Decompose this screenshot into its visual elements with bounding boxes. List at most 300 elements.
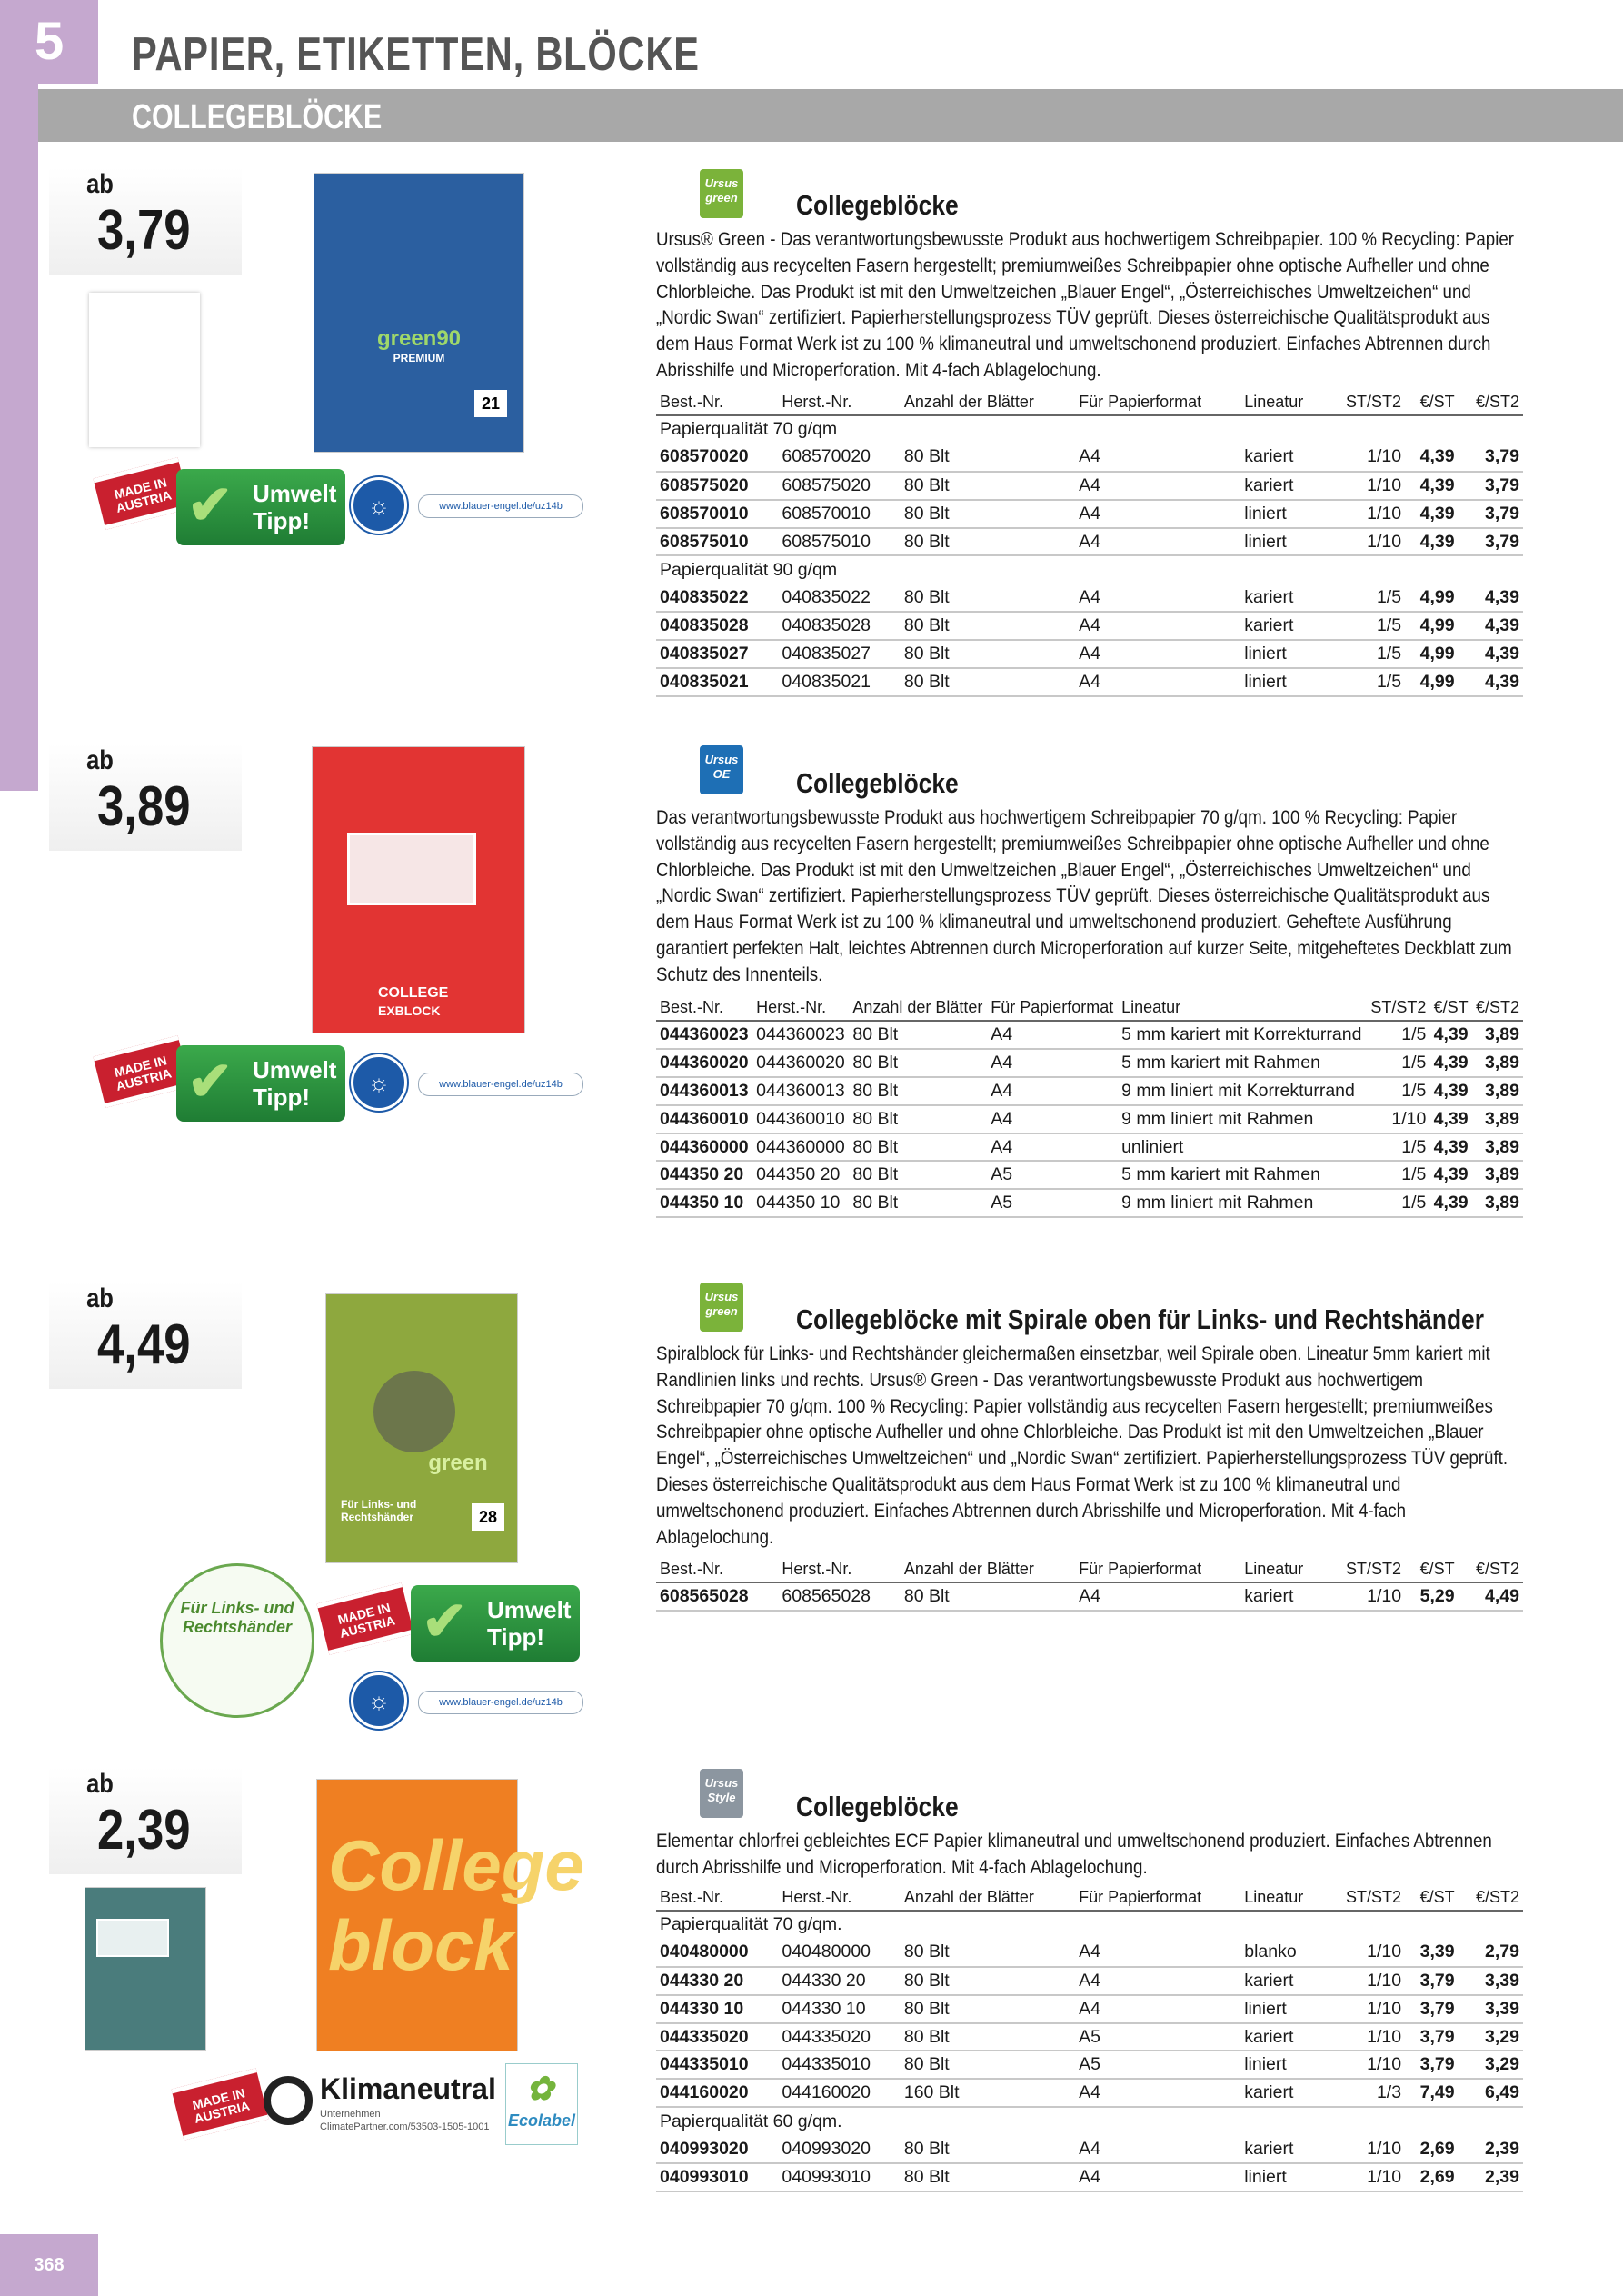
table-cell: 044360020 bbox=[656, 1049, 752, 1077]
column-header: Herst.-Nr. bbox=[778, 1888, 900, 1911]
table-row bbox=[656, 2023, 1523, 2051]
chapter-number: 5 bbox=[0, 0, 98, 84]
table-cell: 040480000 bbox=[656, 1939, 778, 1967]
table-cell: 040993010 bbox=[656, 2163, 778, 2191]
table-cell: 4,39 bbox=[1459, 612, 1523, 640]
table-row bbox=[656, 584, 1523, 612]
table-cell: 80 Blt bbox=[901, 612, 1075, 640]
table-cell: 3,79 bbox=[1405, 1967, 1459, 1995]
table-cell: 040835027 bbox=[656, 640, 778, 668]
table-cell: 80 Blt bbox=[849, 1077, 987, 1105]
table-row bbox=[656, 500, 1523, 528]
column-header: Lineatur bbox=[1240, 1560, 1325, 1582]
checkmark-icon: ✔ bbox=[187, 1051, 234, 1112]
table-cell: 80 Blt bbox=[901, 528, 1075, 556]
table-cell: 3,39 bbox=[1459, 1995, 1523, 2023]
table-cell: 3,79 bbox=[1405, 2051, 1459, 2079]
product-title: Collegeblöcke bbox=[796, 1791, 959, 1822]
table-cell: 1/10 bbox=[1325, 500, 1405, 528]
table-cell: 3,79 bbox=[1405, 2023, 1459, 2051]
column-header: Lineatur bbox=[1240, 1888, 1325, 1911]
table-cell: 9 mm liniert mit Rahmen bbox=[1118, 1105, 1367, 1133]
table-cell: 1/10 bbox=[1325, 2051, 1405, 2079]
table-cell: kariert bbox=[1240, 584, 1325, 612]
table-cell: 608570020 bbox=[778, 444, 900, 472]
section-title: COLLEGEBLÖCKE bbox=[132, 98, 383, 136]
table-cell: 1/10 bbox=[1325, 1967, 1405, 1995]
column-header: Anzahl der Blätter bbox=[901, 393, 1075, 415]
table-cell: 3,89 bbox=[1472, 1133, 1523, 1162]
table-cell: unliniert bbox=[1118, 1133, 1367, 1162]
table-cell: 3,29 bbox=[1459, 2051, 1523, 2079]
table-cell: A4 bbox=[1075, 668, 1240, 696]
checkmark-icon: ✔ bbox=[187, 474, 234, 535]
table-cell: 2,69 bbox=[1405, 2163, 1459, 2191]
table-cell: 040480000 bbox=[778, 1939, 900, 1967]
climate-partner-icon bbox=[264, 2076, 313, 2125]
product-description: Spiralblock für Links- und Rechtshänder gleichermaßen einsetzbar, weil Spirale oben. Lineatur 5mm kariert mit Randlinien links und rechts. Ursus® Green - Das verantwortungsbewusste Produkt aus hochwertigem Schreibpapier 70 g/qm. 100 % Recycling: Papier vollständig aus recycelten Fasern hergestellt; premiumweißes Schreibpapier ohne optische Aufheller und ohne Chlorbleiche. Das Produkt ist mit den Umweltzeichen „Blauer Engel“, „Österreichisches Umweltzeichen“ und „Nordic Swan“ zertifiziert. Papierherstellungsprozess TÜV geprüft. Dieses österreichische Qualitätsprodukt aus dem Haus Format Werk ist zu 100 % klimaneutral und umweltschonend produziert. Einfaches Abtrennen durch Abrisshilfe und Microperforation. Mit 4-fach Ablagelochung. bbox=[656, 1343, 1508, 1548]
column-header: Für Papierformat bbox=[1075, 1560, 1240, 1582]
table-cell: 1/10 bbox=[1325, 472, 1405, 500]
table-cell: 040835028 bbox=[656, 612, 778, 640]
column-header: Für Papierformat bbox=[1075, 1888, 1240, 1911]
table-header bbox=[656, 1560, 1523, 1582]
paper-sheet-image bbox=[89, 293, 200, 447]
table-cell: 3,89 bbox=[1472, 1049, 1523, 1077]
table-cell: 3,89 bbox=[1472, 1161, 1523, 1189]
table-cell: 044360010 bbox=[752, 1105, 849, 1133]
table-header bbox=[656, 998, 1523, 1021]
column-header: Herst.-Nr. bbox=[778, 393, 900, 415]
table-cell: 2,39 bbox=[1459, 2135, 1523, 2163]
table-cell: 608565028 bbox=[656, 1582, 778, 1611]
umwelt-tipp-badge: ✔ Umwelt Tipp! bbox=[176, 1045, 345, 1122]
table-cell: 80 Blt bbox=[849, 1189, 987, 1217]
table-cell: 040993020 bbox=[778, 2135, 900, 2163]
table-cell: A4 bbox=[1075, 584, 1240, 612]
table-cell: 608575020 bbox=[778, 472, 900, 500]
column-header: ST/ST2 bbox=[1325, 393, 1405, 415]
table-cell: 040835028 bbox=[778, 612, 900, 640]
table-cell: 608570010 bbox=[656, 500, 778, 528]
table-cell: A5 bbox=[1075, 2023, 1240, 2051]
table-row bbox=[656, 640, 1523, 668]
table-cell: 80 Blt bbox=[849, 1161, 987, 1189]
table-cell: 4,99 bbox=[1405, 640, 1459, 668]
klimaneutral-badge: Klimaneutral Unternehmen ClimatePartner.com/53503-1505-1001 bbox=[264, 2069, 500, 2138]
checkmark-icon: ✔ bbox=[422, 1591, 468, 1652]
table-cell: A4 bbox=[1075, 1939, 1240, 1967]
table-cell: 040835022 bbox=[656, 584, 778, 612]
column-header: €/ST2 bbox=[1459, 393, 1523, 415]
table-cell: kariert bbox=[1240, 472, 1325, 500]
table-row bbox=[656, 1582, 1523, 1611]
price-prefix: ab bbox=[86, 1283, 114, 1313]
table-row bbox=[656, 444, 1523, 472]
table-cell: 044335020 bbox=[778, 2023, 900, 2051]
column-header: €/ST bbox=[1405, 393, 1459, 415]
table-cell: 4,99 bbox=[1405, 584, 1459, 612]
table-cell: liniert bbox=[1240, 640, 1325, 668]
table-row bbox=[656, 2163, 1523, 2191]
table-cell: 80 Blt bbox=[901, 584, 1075, 612]
table-cell: 80 Blt bbox=[901, 2051, 1075, 2079]
table-cell: 5 mm kariert mit Rahmen bbox=[1118, 1049, 1367, 1077]
column-header: Anzahl der Blätter bbox=[901, 1888, 1075, 1911]
product-image: COLLEGE EXBLOCK bbox=[312, 746, 525, 1033]
table-cell: kariert bbox=[1240, 1582, 1325, 1611]
table-cell: liniert bbox=[1240, 528, 1325, 556]
table-cell: 5 mm kariert mit Rahmen bbox=[1118, 1161, 1367, 1189]
product-table bbox=[656, 393, 1523, 697]
blauer-engel-icon: ☼ bbox=[351, 1054, 407, 1111]
table-cell: 5,29 bbox=[1405, 1582, 1459, 1611]
table-cell: 044330 10 bbox=[778, 1995, 900, 2023]
table-cell: 80 Blt bbox=[901, 2023, 1075, 2051]
table-cell: 4,39 bbox=[1405, 500, 1459, 528]
table-cell: 6,49 bbox=[1459, 2079, 1523, 2107]
table-cell: 040993010 bbox=[778, 2163, 900, 2191]
table-cell: kariert bbox=[1240, 444, 1325, 472]
table-cell: 044335010 bbox=[656, 2051, 778, 2079]
table-row bbox=[656, 472, 1523, 500]
table-cell: 040993020 bbox=[656, 2135, 778, 2163]
table-row bbox=[656, 2079, 1523, 2107]
column-header: Best.-Nr. bbox=[656, 998, 752, 1021]
column-header: Anzahl der Blätter bbox=[849, 998, 987, 1021]
column-header: Für Papierformat bbox=[987, 998, 1118, 1021]
table-cell: A4 bbox=[987, 1021, 1118, 1049]
table-cell: A4 bbox=[1075, 640, 1240, 668]
table-cell: 1/5 bbox=[1367, 1021, 1429, 1049]
table-cell: 7,49 bbox=[1405, 2079, 1459, 2107]
table-cell: 3,89 bbox=[1472, 1189, 1523, 1217]
table-cell: 80 Blt bbox=[901, 472, 1075, 500]
table-cell: liniert bbox=[1240, 2051, 1325, 2079]
product-description: Elementar chlorfrei gebleichtes ECF Papier klimaneutral und umweltschonend produziert. Einfaches Abtrennen durch Abrisshilfe und Microperforation. Mit 4-fach Ablagelochung. bbox=[656, 1830, 1492, 1878]
brand-logo: Ursus Style bbox=[700, 1769, 743, 1818]
column-header: Best.-Nr. bbox=[656, 393, 778, 415]
table-cell: A5 bbox=[987, 1189, 1118, 1217]
table-cell: kariert bbox=[1240, 2079, 1325, 2107]
chapter-color-bar bbox=[0, 0, 38, 791]
table-cell: 4,39 bbox=[1429, 1133, 1471, 1162]
column-header: €/ST bbox=[1405, 1560, 1459, 1582]
table-cell: 80 Blt bbox=[849, 1105, 987, 1133]
table-cell: 040835021 bbox=[778, 668, 900, 696]
product-title: Collegeblöcke bbox=[796, 767, 959, 799]
table-cell: A4 bbox=[1075, 444, 1240, 472]
table-cell: A4 bbox=[1075, 2079, 1240, 2107]
product-image-alt bbox=[85, 1887, 206, 2051]
made-in-austria-badge: MADE IN AUSTRIA bbox=[93, 1035, 190, 1108]
product-image: College block bbox=[316, 1779, 518, 2051]
table-row bbox=[656, 1105, 1523, 1133]
table-row bbox=[656, 2051, 1523, 2079]
table-cell: 3,79 bbox=[1459, 472, 1523, 500]
table-cell: 80 Blt bbox=[901, 1939, 1075, 1967]
table-cell: 9 mm liniert mit Rahmen bbox=[1118, 1189, 1367, 1217]
table-cell: 1/5 bbox=[1367, 1161, 1429, 1189]
table-cell: 4,39 bbox=[1429, 1105, 1471, 1133]
table-cell: 3,79 bbox=[1405, 1995, 1459, 2023]
table-cell: 044360023 bbox=[656, 1021, 752, 1049]
table-cell: 4,39 bbox=[1459, 640, 1523, 668]
table-cell: 3,89 bbox=[1472, 1105, 1523, 1133]
table-cell: 1/10 bbox=[1325, 2135, 1405, 2163]
table-cell: 044160020 bbox=[778, 2079, 900, 2107]
product-table bbox=[656, 998, 1523, 1218]
price: 4,49 bbox=[97, 1313, 191, 1376]
product-title: Collegeblöcke mit Spirale oben für Links- und Rechtshänder bbox=[796, 1303, 1484, 1335]
table-cell: 040835022 bbox=[778, 584, 900, 612]
table-cell: 80 Blt bbox=[901, 444, 1075, 472]
table-cell: 044360000 bbox=[656, 1133, 752, 1162]
table-cell: A4 bbox=[987, 1105, 1118, 1133]
price: 3,89 bbox=[97, 775, 191, 838]
table-cell: liniert bbox=[1240, 2163, 1325, 2191]
column-header: €/ST2 bbox=[1459, 1560, 1523, 1582]
column-header: Best.-Nr. bbox=[656, 1560, 778, 1582]
table-cell: 3,79 bbox=[1459, 528, 1523, 556]
column-header: Für Papierformat bbox=[1075, 393, 1240, 415]
paper-quality-label: Papierqualität 90 g/qm bbox=[660, 559, 838, 580]
table-cell: 044350 20 bbox=[752, 1161, 849, 1189]
table-cell: kariert bbox=[1240, 2135, 1325, 2163]
table-cell: 80 Blt bbox=[849, 1049, 987, 1077]
table-cell: liniert bbox=[1240, 668, 1325, 696]
column-header: Lineatur bbox=[1240, 393, 1325, 415]
table-cell: 044335020 bbox=[656, 2023, 778, 2051]
brand-logo: Ursus green bbox=[700, 1283, 743, 1332]
table-cell: 044335010 bbox=[778, 2051, 900, 2079]
table-cell: 4,39 bbox=[1459, 668, 1523, 696]
table-cell: A4 bbox=[1075, 472, 1240, 500]
product-description: Das verantwortungsbewusste Produkt aus hochwertigem Schreibpapier 70 g/qm. 100 % Recycling: Papier vollständig aus recycelten Fasern hergestellt; premiumweißes Schreibpapier ohne optische Aufheller und ohne Chlorbleiche. Das Produkt ist mit den Umweltzeichen „Blauer Engel“, „Österreichisches Umweltzeichen“ und „Nordic Swan“ zertifiziert. Papierherstellungsprozess TÜV geprüft. Dieses österreichische Qualitätsprodukt aus dem Haus Format Werk ist zu 100 % klimaneutral und umweltschonend produziert. Geheftete Ausführung garantiert perfekten Halt, leichtes Abtrennen durch Microperforation auf kurzer Seite, mitgeheftetes Deckblatt zum Schutz des Innenteils. bbox=[656, 806, 1512, 985]
price: 3,79 bbox=[97, 199, 191, 262]
table-cell: 9 mm liniert mit Korrekturrand bbox=[1118, 1077, 1367, 1105]
column-header: Best.-Nr. bbox=[656, 1888, 778, 1911]
blauer-engel-icon: ☼ bbox=[351, 1672, 407, 1729]
column-header: Herst.-Nr. bbox=[752, 998, 849, 1021]
product-table bbox=[656, 1888, 1523, 2192]
table-row bbox=[656, 1995, 1523, 2023]
table-row bbox=[656, 1161, 1523, 1189]
table-cell: A4 bbox=[1075, 528, 1240, 556]
blauer-engel-url: www.blauer-engel.de/uz14b bbox=[418, 494, 583, 518]
column-header: Herst.-Nr. bbox=[778, 1560, 900, 1582]
table-cell: 4,39 bbox=[1429, 1161, 1471, 1189]
table-row bbox=[656, 612, 1523, 640]
blauer-engel-url: www.blauer-engel.de/uz14b bbox=[418, 1073, 583, 1096]
table-cell: 80 Blt bbox=[901, 668, 1075, 696]
table-cell: 1/10 bbox=[1325, 444, 1405, 472]
table-cell: 3,79 bbox=[1459, 444, 1523, 472]
table-cell: 3,39 bbox=[1405, 1939, 1459, 1967]
table-cell: 044160020 bbox=[656, 2079, 778, 2107]
column-header: ST/ST2 bbox=[1325, 1560, 1405, 1582]
column-header: €/ST bbox=[1405, 1888, 1459, 1911]
table-cell: 3,79 bbox=[1459, 500, 1523, 528]
column-header: Lineatur bbox=[1118, 998, 1367, 1021]
table-cell: kariert bbox=[1240, 1967, 1325, 1995]
table-cell: 608570010 bbox=[778, 500, 900, 528]
table-row bbox=[656, 1077, 1523, 1105]
table-cell: 4,99 bbox=[1405, 612, 1459, 640]
table-cell: 1/10 bbox=[1367, 1105, 1429, 1133]
umwelt-tipp-badge: ✔ Umwelt Tipp! bbox=[411, 1585, 580, 1662]
column-header: ST/ST2 bbox=[1367, 998, 1429, 1021]
table-cell: 040835021 bbox=[656, 668, 778, 696]
table-cell: 4,99 bbox=[1405, 668, 1459, 696]
table-cell: 044350 10 bbox=[656, 1189, 752, 1217]
price-prefix: ab bbox=[86, 1769, 114, 1799]
table-cell: 1/10 bbox=[1325, 528, 1405, 556]
table-cell: 1/5 bbox=[1367, 1133, 1429, 1162]
price: 2,39 bbox=[97, 1799, 191, 1862]
product-image: green Für Links- und Rechtshänder 28 bbox=[325, 1293, 518, 1563]
table-row bbox=[656, 1049, 1523, 1077]
table-cell: 80 Blt bbox=[901, 1967, 1075, 1995]
table-cell: 4,39 bbox=[1429, 1021, 1471, 1049]
table-row bbox=[656, 2135, 1523, 2163]
price-prefix: ab bbox=[86, 169, 114, 199]
table-cell: 80 Blt bbox=[901, 1995, 1075, 2023]
umwelt-tipp-badge: ✔ Umwelt Tipp! bbox=[176, 469, 345, 545]
table-cell: 4,39 bbox=[1429, 1189, 1471, 1217]
table-cell: 044360010 bbox=[656, 1105, 752, 1133]
table-cell: 040835027 bbox=[778, 640, 900, 668]
table-cell: 80 Blt bbox=[901, 2163, 1075, 2191]
table-cell: kariert bbox=[1240, 2023, 1325, 2051]
table-cell: 608575010 bbox=[656, 528, 778, 556]
table-cell: 80 Blt bbox=[901, 2135, 1075, 2163]
table-cell: 80 Blt bbox=[901, 500, 1075, 528]
table-cell: 1/10 bbox=[1325, 2163, 1405, 2191]
table-cell: 80 Blt bbox=[901, 1582, 1075, 1611]
table-cell: 1/10 bbox=[1325, 1939, 1405, 1967]
table-cell: A5 bbox=[987, 1161, 1118, 1189]
table-cell: 2,39 bbox=[1459, 2163, 1523, 2191]
table-cell: 4,39 bbox=[1459, 584, 1523, 612]
table-cell: 4,39 bbox=[1429, 1049, 1471, 1077]
ecolabel-icon: ✿ Ecolabel bbox=[505, 2063, 578, 2145]
table-cell: A4 bbox=[987, 1077, 1118, 1105]
table-cell: A4 bbox=[1075, 1967, 1240, 1995]
table-cell: A4 bbox=[1075, 1995, 1240, 2023]
paper-quality-label: Papierqualität 70 g/qm bbox=[660, 419, 838, 440]
table-cell: 5 mm kariert mit Korrekturrand bbox=[1118, 1021, 1367, 1049]
table-cell: 1/5 bbox=[1325, 640, 1405, 668]
table-cell: 1/5 bbox=[1367, 1049, 1429, 1077]
table-row bbox=[656, 668, 1523, 696]
column-header: €/ST2 bbox=[1459, 1888, 1523, 1911]
table-cell: 4,39 bbox=[1429, 1077, 1471, 1105]
table-cell: A4 bbox=[1075, 1582, 1240, 1611]
table-cell: 608565028 bbox=[778, 1582, 900, 1611]
product-title: Collegeblöcke bbox=[796, 189, 959, 221]
page-number: 368 bbox=[0, 2234, 98, 2296]
table-cell: 1/5 bbox=[1367, 1077, 1429, 1105]
table-cell: blanko bbox=[1240, 1939, 1325, 1967]
table-cell: 4,49 bbox=[1459, 1582, 1523, 1611]
table-cell: 1/10 bbox=[1325, 1995, 1405, 2023]
product-table bbox=[656, 1560, 1523, 1612]
table-cell: 1/10 bbox=[1325, 1582, 1405, 1611]
table-cell: 4,39 bbox=[1405, 444, 1459, 472]
table-cell: 608570020 bbox=[656, 444, 778, 472]
made-in-austria-badge: MADE IN AUSTRIA bbox=[171, 2068, 268, 2141]
table-cell: 160 Blt bbox=[901, 2079, 1075, 2107]
table-cell: 1/3 bbox=[1325, 2079, 1405, 2107]
table-cell: A4 bbox=[987, 1049, 1118, 1077]
table-cell: kariert bbox=[1240, 612, 1325, 640]
table-cell: A4 bbox=[1075, 2135, 1240, 2163]
table-row bbox=[656, 1189, 1523, 1217]
table-row bbox=[656, 1939, 1523, 1967]
brand-logo: Ursus OE bbox=[700, 745, 743, 794]
table-cell: 608575020 bbox=[656, 472, 778, 500]
page-title: PAPIER, ETIKETTEN, BLÖCKE bbox=[132, 28, 700, 81]
made-in-austria-badge: MADE IN AUSTRIA bbox=[93, 457, 190, 530]
table-cell: 044330 10 bbox=[656, 1995, 778, 2023]
blauer-engel-icon: ☼ bbox=[351, 477, 407, 534]
table-cell: 044360000 bbox=[752, 1133, 849, 1162]
table-cell: 044360013 bbox=[656, 1077, 752, 1105]
table-cell: 044350 10 bbox=[752, 1189, 849, 1217]
table-cell: A4 bbox=[1075, 2163, 1240, 2191]
column-header: ST/ST2 bbox=[1325, 1888, 1405, 1911]
table-cell: 3,89 bbox=[1472, 1077, 1523, 1105]
table-cell: 044360013 bbox=[752, 1077, 849, 1105]
table-cell: A4 bbox=[987, 1133, 1118, 1162]
table-row bbox=[656, 1967, 1523, 1995]
paper-quality-label: Papierqualität 70 g/qm. bbox=[660, 1914, 842, 1935]
links-rechts-badge: Für Links- und Rechtshänder bbox=[160, 1563, 314, 1718]
table-header bbox=[656, 393, 1523, 415]
table-cell: 044350 20 bbox=[656, 1161, 752, 1189]
table-cell: 80 Blt bbox=[849, 1021, 987, 1049]
table-cell: 1/10 bbox=[1325, 2023, 1405, 2051]
table-cell: 1/5 bbox=[1325, 612, 1405, 640]
table-cell: 4,39 bbox=[1405, 528, 1459, 556]
brand-logo: Ursus green bbox=[700, 169, 743, 218]
table-cell: 3,39 bbox=[1459, 1967, 1523, 1995]
table-row bbox=[656, 528, 1523, 556]
table-row bbox=[656, 1021, 1523, 1049]
column-header: €/ST2 bbox=[1472, 998, 1523, 1021]
table-cell: 80 Blt bbox=[901, 640, 1075, 668]
blauer-engel-url: www.blauer-engel.de/uz14b bbox=[418, 1691, 583, 1714]
paper-quality-label: Papierqualität 60 g/qm. bbox=[660, 2111, 842, 2131]
made-in-austria-badge: MADE IN AUSTRIA bbox=[316, 1582, 413, 1655]
table-cell: 3,29 bbox=[1459, 2023, 1523, 2051]
table-cell: liniert bbox=[1240, 1995, 1325, 2023]
price-prefix: ab bbox=[86, 745, 114, 775]
table-row bbox=[656, 1133, 1523, 1162]
table-cell: 044360020 bbox=[752, 1049, 849, 1077]
product-description: Ursus® Green - Das verantwortungsbewusste Produkt aus hochwertigem Schreibpapier. 100 % Recycling: Papier vollständig aus recycelten Fasern hergestellt; premiumweißes Schreibpapier ohne optische Aufheller und ohne Chlorbleiche. Das Produkt ist mit den Umweltzeichen „Blauer Engel“, „Österreichisches Umweltzeichen“ und „Nordic Swan“ zertifiziert. Papierherstellungsprozess TÜV geprüft. Dieses österreichische Qualitätsprodukt aus dem Haus Format Werk ist zu 100 % klimaneutral und umweltschonend produziert. Einfaches Abtrennen durch Abrisshilfe und Microperforation. Mit 4-fach Ablagelochung. bbox=[656, 228, 1515, 381]
table-cell: liniert bbox=[1240, 500, 1325, 528]
table-cell: 80 Blt bbox=[849, 1133, 987, 1162]
column-header: Anzahl der Blätter bbox=[901, 1560, 1075, 1582]
table-cell: 3,89 bbox=[1472, 1021, 1523, 1049]
table-cell: 1/5 bbox=[1367, 1189, 1429, 1217]
table-cell: 044330 20 bbox=[656, 1967, 778, 1995]
table-cell: 2,79 bbox=[1459, 1939, 1523, 1967]
table-cell: A4 bbox=[1075, 500, 1240, 528]
product-image: green90 PREMIUM 21 bbox=[314, 173, 524, 453]
